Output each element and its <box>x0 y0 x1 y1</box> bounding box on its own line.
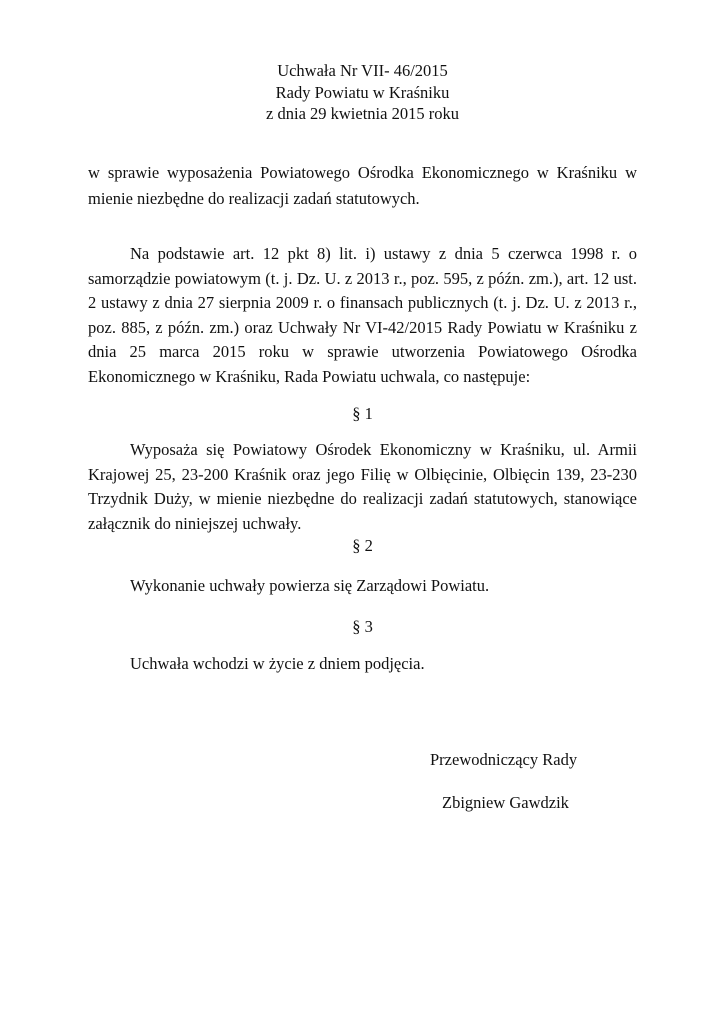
section-3-text: Uchwała wchodzi w życie z dniem podjęcia. <box>130 654 425 673</box>
section-2-text: Wykonanie uchwały powierza się Zarządowi Powiatu. <box>130 576 490 595</box>
section-2-heading: § 2 <box>352 536 373 555</box>
section-3-heading: § 3 <box>352 617 373 636</box>
resolution-subject: w sprawie wyposażenia Powiatowego Ośrodka Ekonomicznego w Kraśniku w mienie niezbędne do realizacji zadań statutowych. <box>88 163 637 208</box>
legal-basis-paragraph: Na podstawie art. 12 pkt 8) lit. i) ustawy z dnia 5 czerwca 1998 r. o samorządzie powiatowym (t. j. Dz. U. z 2013 r., poz. 595, z późn. zm.), art. 12 ust. 2 ustawy z dnia 27 sierpnia 2009 r. o finansach publicznych (t. j. Dz. U. z 2013 r., poz. 885, z późn. zm.) oraz Uchwały Nr VI-42/2015 Rady Powiatu w Kraśniku z dnia 25 marca 2015 roku w sprawie utworzenia Powiatowego Ośrodka Ekonomicznego w Kraśniku, Rada Powiatu uchwala, co następuje: <box>88 244 637 386</box>
resolution-header <box>0 60 725 125</box>
resolution-date: z dnia 29 kwietnia 2015 roku <box>266 104 459 123</box>
signatory-name: Zbigniew Gawdzik <box>442 793 569 812</box>
resolution-number: Uchwała Nr VII- 46/2015 <box>277 61 448 80</box>
section-1-text: Wyposaża się Powiatowy Ośrodek Ekonomiczny w Kraśniku, ul. Armii Krajowej 25, 23-200 Kraśnik oraz jego Filię w Olbięcinie, Olbięcin 139, 23-230 Trzydnik Duży, w mienie niezbędne do realizacji zadań statutowych, stanowiące załącznik do niniejszej uchwały. <box>88 440 637 533</box>
signatory-role: Przewodniczący Rady <box>430 750 578 769</box>
issuing-body: Rady Powiatu w Kraśniku <box>275 82 450 102</box>
section-1-heading: § 1 <box>352 404 373 423</box>
